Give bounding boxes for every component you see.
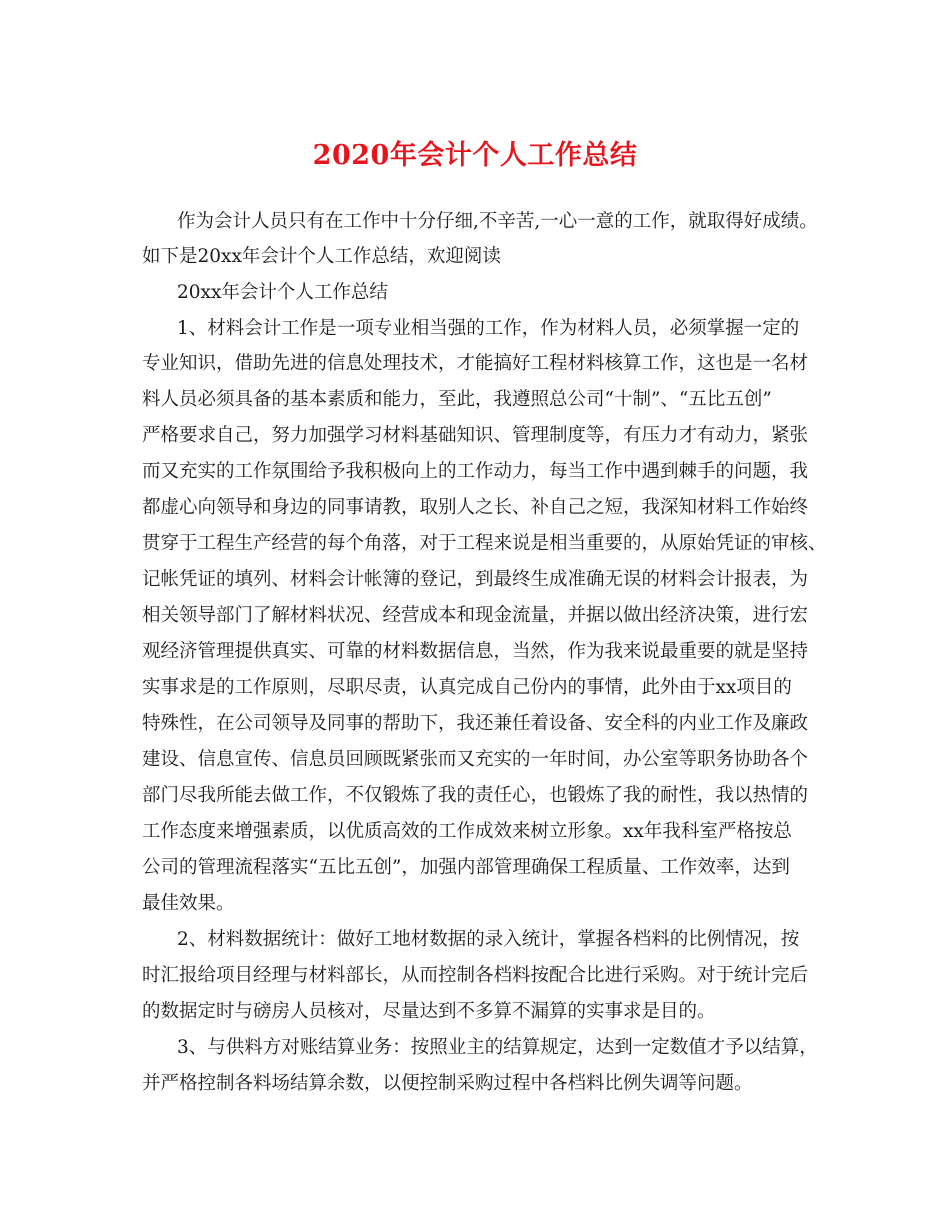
intro-line: 作为会计人员只有在工作中十分仔细,不辛苦,一心一意的工作，就取得好成绩。 [177, 211, 818, 232]
paragraph-line: 贯穿于工程生产经营的每个角落，对于工程来说是相当重要的，从原始凭证的审核、 [142, 533, 827, 554]
paragraph-line: 1、材料会计工作是一项专业相当强的工作，作为材料人员，必须掌握一定的 [177, 318, 800, 339]
paragraph-line: 而又充实的工作氛围给予我积极向上的工作动力，每当工作中遇到棘手的问题，我 [142, 461, 809, 482]
paragraph-line: 建设、信息宣传、信息员回顾既紧张而又充实的一年时间，办公室等职务协助各个 [142, 749, 809, 770]
intro-line: 如下是20xx年会计个人工作总结，欢迎阅读 [142, 246, 501, 267]
paragraph-line: 相关领导部门了解材料状况、经营成本和现金流量，并据以做出经济决策，进行宏 [142, 605, 809, 626]
paragraph-line: 3、与供料方对账结算业务：按照业主的结算规定，达到一定数值才予以结算， [177, 1037, 818, 1058]
paragraph-line: 专业知识，借助先进的信息处理技术，才能搞好工程材料核算工作，这也是一名材 [142, 353, 809, 374]
paragraph-line: 实事求是的工作原则，尽职尽责，认真完成自己份内的事情，此外由于xx项目的 [142, 677, 792, 698]
paragraph-line: 记帐凭证的填列、材料会计帐簿的登记，到最终生成准确无误的材料会计报表，为 [142, 569, 809, 590]
paragraph-line: 公司的管理流程落实“五比五创”，加强内部管理确保工程质量、工作效率，达到 [142, 857, 790, 878]
paragraph-line: 最佳效果。 [142, 893, 235, 914]
paragraph-line: 严格要求自己，努力加强学习材料基础知识、管理制度等，有压力才有动力，紧张 [142, 425, 809, 446]
paragraph-line: 都虚心向领导和身边的同事请教，取别人之长、补自己之短，我深知材料工作始终 [142, 497, 809, 518]
paragraph-line: 工作态度来增强素质，以优质高效的工作成效来树立形象。xx年我科室严格按总 [142, 821, 792, 842]
subheading: 20xx年会计个人工作总结 [177, 282, 388, 303]
paragraph-line: 部门尽我所能去做工作，不仅锻炼了我的责任心，也锻炼了我的耐性，我以热情的 [142, 785, 809, 806]
document-title: 2020年会计个人工作总结 [312, 140, 638, 171]
paragraph-line: 的数据定时与磅房人员核对，尽量达到不多算不漏算的实事求是目的。 [142, 1001, 716, 1022]
paragraph-line: 并严格控制各料场结算余数，以便控制采购过程中各档料比例失调等问题。 [142, 1073, 753, 1094]
paragraph-line: 2、材料数据统计：做好工地材数据的录入统计，掌握各档料的比例情况，按 [177, 929, 800, 950]
paragraph-line: 特殊性，在公司领导及同事的帮助下，我还兼任着设备、安全科的内业工作及廉政 [142, 713, 809, 734]
paragraph-line: 料人员必须具备的基本素质和能力，至此，我遵照总公司“十制”、“五比五创” [142, 389, 772, 410]
paragraph-line: 时汇报给项目经理与材料部长，从而控制各档料按配合比进行采购。对于统计完后 [142, 965, 809, 986]
paragraph-line: 观经济管理提供真实、可靠的材料数据信息，当然，作为我来说最重要的就是坚持 [142, 641, 809, 662]
